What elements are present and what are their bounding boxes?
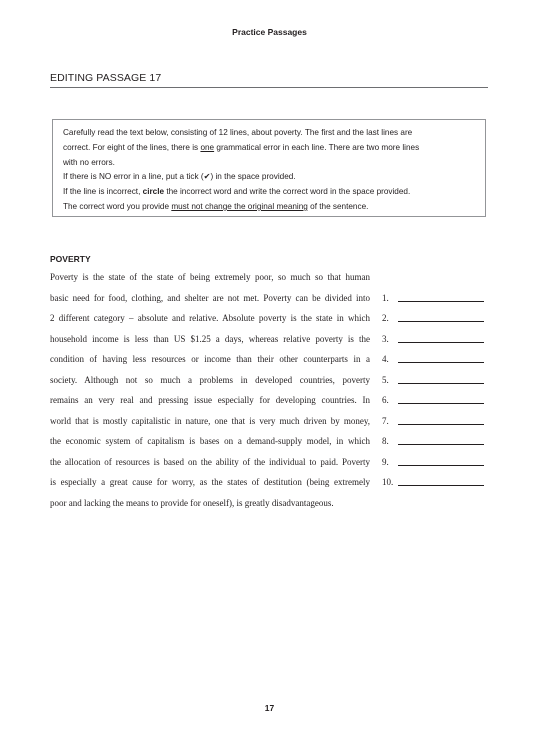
answer-blank[interactable] [398,321,484,322]
passage-line [50,496,490,517]
answer-blank[interactable] [398,342,484,343]
passage-line [50,311,490,332]
instruction-line-4: If there is NO error in a line, put a tick (✔) in the space provided. [63,172,296,182]
instruction-line-3: with no errors. [63,157,115,167]
line-number: 8. [382,436,389,446]
line-text: world that is mostly capitalistic in nature, one that is very much driven by money, [50,415,370,426]
passage [50,270,490,516]
line-number: 4. [382,354,389,364]
line-number: 9. [382,456,389,467]
line-text: the allocation of resources is based on the ability of the individual to paid. Poverty [50,456,370,467]
passage-line [50,414,490,435]
line-text: is especially a great cause for worry, as the states of destitution (being extremely [50,477,370,487]
underlined-one: one [200,142,215,152]
answer-blank[interactable] [398,403,484,404]
passage-line [50,475,490,496]
line-text: condition of having less resources or income than their other counterparts in a [50,354,370,364]
answer-blank[interactable] [398,383,484,384]
passage-line [50,434,490,455]
instruction-line-2: correct. For eight of the lines, there is one grammatical error in each line. There are two more lines [63,142,420,152]
underlined-meaning: must not change the original meaning [171,201,308,211]
title-rule [50,87,488,88]
answer-blank[interactable] [398,424,484,425]
line-text: remains an very real and pressing issue especially for developing countries. In [50,395,370,405]
line-number: 10. [382,477,394,487]
line-text: 2 different category – absolute and relative. Absolute poverty is the state in which [50,313,370,323]
line-text: the economic system of capitalism is bases on a demand-supply model, in which [50,436,370,446]
line-number: 1. [382,292,389,303]
passage-line [50,270,490,291]
instruction-line-6: The correct word you provide must not change the original meaning of the sentence. [63,201,369,211]
line-number: 7. [382,415,389,426]
section-title: EDITING PASSAGE 17 [50,72,162,84]
line-number: 3. [382,333,389,344]
line-number: 5. [382,374,389,385]
line-text: poor and lacking the means to provide for oneself), is greatly disadvantageous. [50,497,334,508]
answer-blank[interactable] [398,485,484,486]
line-text: household income is less than US $1.25 a days, whereas relative poverty is the [50,333,370,344]
line-text: society. Although not so much a problems in developed countries, poverty [50,374,370,385]
line-number: 6. [382,395,389,405]
page-number: 17 [264,703,275,713]
running-head: Practice Passages [232,27,307,37]
passage-line [50,393,490,414]
instructions-box [52,119,486,217]
passage-line [50,332,490,353]
answer-blank[interactable] [398,444,484,445]
instruction-line-1: Carefully read the text below, consisting of 12 lines, about poverty. The first and the last lines are [63,128,413,137]
answer-blank[interactable] [398,301,484,302]
passage-line [50,352,490,373]
instruction-line-5: If the line is incorrect, circle the incorrect word and write the correct word in the space provided. [63,187,411,197]
line-text: basic need for food, clothing, and shelter are not met. Poverty can be divided into [50,292,370,303]
line-text: Poverty is the state of the state of being extremely poor, so much so that human [50,272,370,282]
line-number: 2. [382,313,389,323]
passage-line [50,373,490,394]
passage-line [50,291,490,312]
answer-blank[interactable] [398,465,484,466]
passage-line [50,455,490,476]
answer-blank[interactable] [398,362,484,363]
bold-circle: circle [142,187,165,197]
passage-heading: POVERTY [50,254,91,264]
